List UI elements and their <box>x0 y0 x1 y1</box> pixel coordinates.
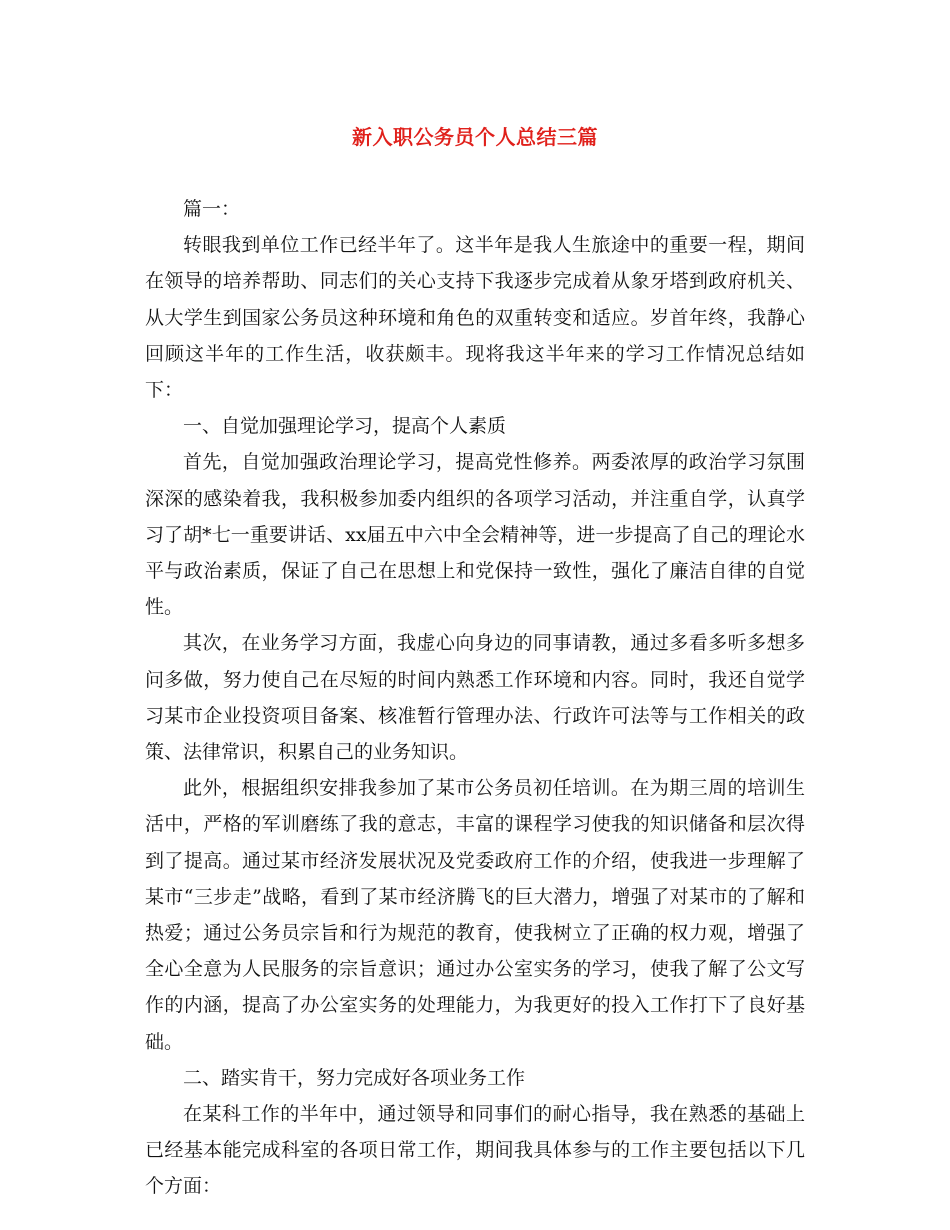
paragraph-political-study: 首先，自觉加强政治理论学习，提高党性修养。两委浓厚的政治学习氛围深深的感染着我，我积极参加委内组织的各项学习活动，并注重自学，认真学习了胡*七一重要讲话、xx届五中六中全会精神等，进一步提高了自己的理论水平与政治素质，保证了自己在思想上和党保持一致性，强化了廉洁自律的自觉性。 <box>145 451 805 619</box>
paragraph-training: 此外，根据组织安排我参加了某市公务员初任培训。在为期三周的培训生活中，严格的军训磨练了我的意志，丰富的课程学习使我的知识储备和层次得到了提高。通过某市经济发展状况及党委政府工作的介绍，使我进一步理解了某市“三步走”战略，看到了某市经济腾飞的巨大潜力，增强了对某市的了解和热爱；通过公务员宗旨和行为规范的教育，使我树立了正确的权力观，增强了全心全意为人民服务的宗旨意识；通过办公室实务的学习，使我了解了公文写作的内涵，提高了办公室实务的处理能力，为我更好的投入工作打下了良好基础。 <box>145 777 805 1053</box>
document-title: 新入职公务员个人总结三篇 <box>352 125 598 149</box>
section-heading-part-one: 篇一： <box>183 198 241 220</box>
paragraph-intro: 转眼我到单位工作已经半年了。这半年是我人生旅途中的重要一程，期间在领导的培养帮助、同志们的关心支持下我逐步完成着从象牙塔到政府机关、从大学生到国家公务员这种环境和角色的双重转变和适应。岁首年终，我静心回顾这半年的工作生活，收获颇丰。现将我这半年来的学习工作情况总结如下： <box>145 234 805 402</box>
paragraph-business-study: 其次，在业务学习方面，我虚心向身边的同事请教，通过多看多听多想多问多做，努力使自己在尽短的时间内熟悉工作环境和内容。同时，我还自觉学习某市企业投资项目备案、核准暂行管理办法、行政许可法等与工作相关的政策、法律常识，积累自己的业务知识。 <box>145 632 805 764</box>
paragraph-work-summary: 在某科工作的半年中，通过领导和同事们的耐心指导，我在熟悉的基础上已经基本能完成科室的各项日常工作，期间我具体参与的工作主要包括以下几个方面： <box>145 1103 805 1198</box>
section-heading-work: 二、踏实肯干，努力完成好各项业务工作 <box>183 1066 526 1089</box>
document-body <box>145 191 805 1205</box>
section-heading-theory-study: 一、自觉加强理论学习，提高个人素质 <box>183 415 507 438</box>
